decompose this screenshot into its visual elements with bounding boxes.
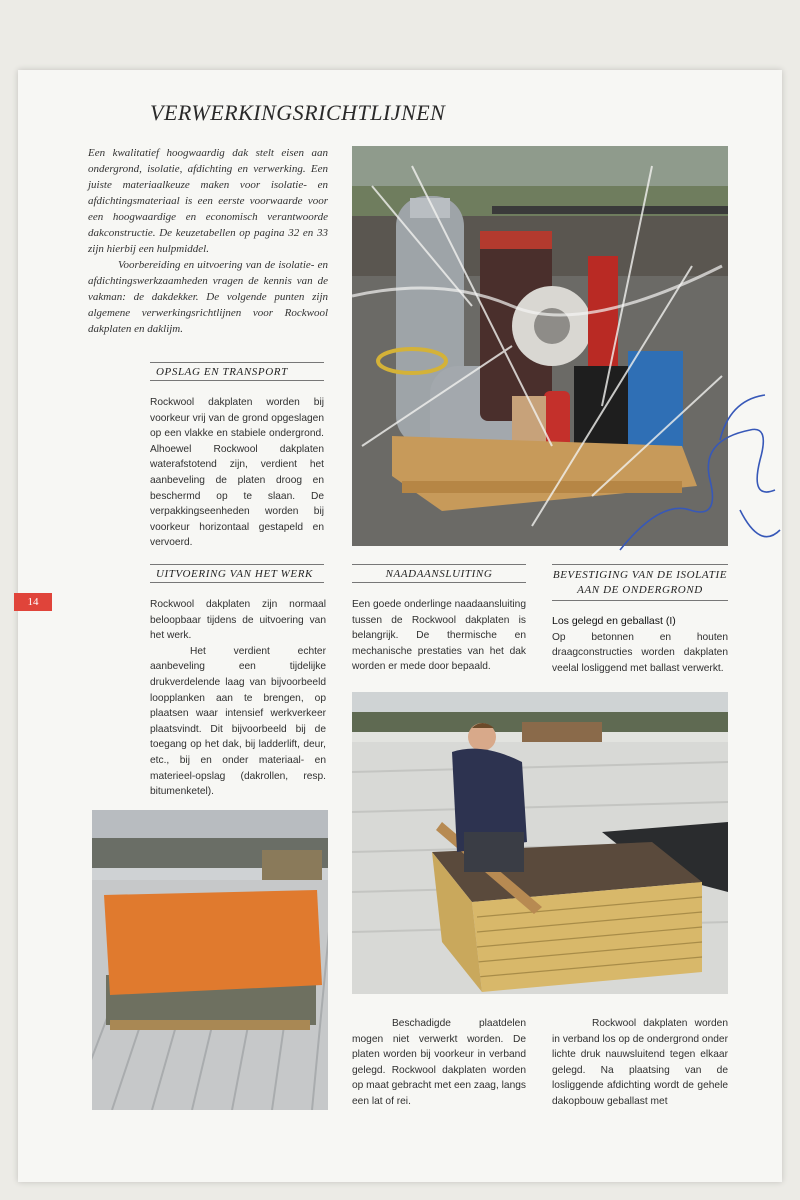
page-title: VERWERKINGSRICHTLIJNEN [150,100,446,125]
heading-bevestiging-line1: BEVESTIGING VAN DE ISOLATIE [552,569,728,581]
caption-zaag-text: Beschadigde plaatdelen mogen niet verwerkt worden. De platen worden bij voorkeur in verband gelegd. Rockwool dakplaten worden op maat gebracht met een zaag, langs een lat of rei. [352,1018,526,1107]
intro-text [88,145,328,337]
heading-naadaansluiting: NAADAANSLUITING [352,564,526,583]
heading-bevestiging [552,564,728,601]
bevestiging-text [552,614,728,676]
bevestiging-paragraph: Op betonnen en houten draagconstructies worden dakplaten veelal losliggend met ballast verwerkt. [552,631,728,674]
caption-ballast-text: Rockwool dakplaten worden in verband los op de ondergrond onder lichte druk nauwsluitend tegen elkaar gelegd. Na plaatsing van de losliggende afdichting wordt de gehele dakopbouw geballast met [552,1018,728,1107]
pallet-photo [92,810,328,1110]
intro-paragraph-2: Voorbereiding en uitvoering van de isolatie- en afdichtingswerkzaamheden vragen de kennis van de vakman: de dakdekker. De volgende punten zijn algemene verwerkingsrichtlijnen voor Rockwool dakplaten en daklijm. [88,259,328,335]
uitvoering-paragraph-1: Rockwool dakplaten zijn normaal beloopbaar tijdens de uitvoering van het werk. [150,599,326,642]
uitvoering-paragraph-2: Het verdient echter aanbeveling een tijdelijke drukverdelende laag van bijvoorbeeld loopplanken aan te brengen, op plaatsen waar intensief werkverkeer plaatsvindt. Dit bijvoorbeeld bij de toegang op het dak, bij ladderlift, deur, etc., bij en onder materiaal- en materieel-opslag (dakrollen, resp. bitumenketel). [150,645,326,798]
opslag-text [150,395,324,551]
uitvoering-text [150,597,326,800]
signature-scribble [600,380,790,560]
heading-uitvoering: UITVOERING VAN HET WERK [150,564,324,583]
page-number-badge: 14 [14,593,52,611]
heading-bevestiging-line2: AAN DE ONDERGROND [577,584,703,596]
sawing-photo [352,692,728,994]
caption-ballast [552,1016,728,1110]
intro-paragraph-1: Een kwalitatief hoogwaardig dak stelt eisen aan ondergrond, isolatie, afdichting en verwerking. Een juiste materiaalkeuze maken voor isolatie- en afdichtingsmateriaal is een eerste voorwaarde voor een hoogwaardige en economisch verantwoorde dakconstructie. De keuzetabellen op pagina 32 en 33 zijn hierbij een hulpmiddel. [88,147,328,255]
naad-paragraph: Een goede onderlinge naadaansluiting tussen de Rockwool dakplaten is belangrijk. De thermische en mechanische prestaties van het dak worden er mede door bepaald. [352,599,526,673]
naad-text [352,597,526,675]
heading-opslag: OPSLAG EN TRANSPORT [150,362,324,381]
caption-zaag [352,1016,526,1110]
bevestiging-subheading: Los gelegd en geballast (I) [552,615,676,627]
opslag-paragraph: Rockwool dakplaten worden bij voorkeur vrij van de grond opgeslagen op een vlakke en stabiele ondergrond. Alhoewel Rockwool dakplaten waterafstotend zijn, verdient het aanbeveling de platen droog en beschermd op te slaan. De verpakkingseenheden worden bij voorkeur horizontaal gestapeld en vervoerd. [150,397,324,549]
